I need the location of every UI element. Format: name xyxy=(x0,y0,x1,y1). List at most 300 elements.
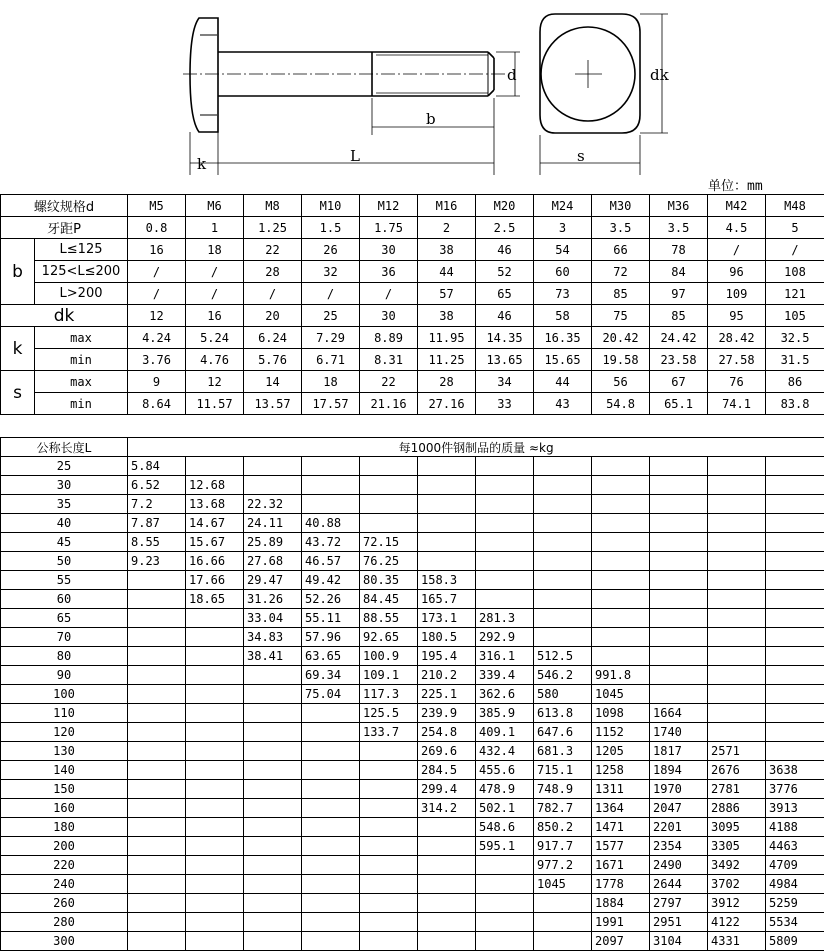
mass-cell: 580 xyxy=(534,685,592,704)
mass-cell: 681.3 xyxy=(534,742,592,761)
mass-cell xyxy=(534,514,592,533)
mass-cell xyxy=(592,552,650,571)
mass-cell xyxy=(418,552,476,571)
s-cell: 13.57 xyxy=(244,393,302,415)
pitch-cell: 2 xyxy=(418,217,476,239)
length-cell: 45 xyxy=(1,533,128,552)
size-cell: M5 xyxy=(128,195,186,217)
k-label: k xyxy=(1,327,35,371)
mass-cell xyxy=(128,628,186,647)
mass-cell xyxy=(244,856,302,875)
pitch-cell: 1 xyxy=(186,217,244,239)
mass-cell: 5534 xyxy=(766,913,824,932)
mass-cell: 80.35 xyxy=(360,571,418,590)
b-cell: 121 xyxy=(766,283,824,305)
mass-row xyxy=(1,856,824,875)
s-cell: 65.1 xyxy=(650,393,708,415)
mass-cell xyxy=(476,457,534,476)
mass-cell: 2797 xyxy=(650,894,708,913)
mass-cell xyxy=(244,457,302,476)
mass-cell xyxy=(766,514,824,533)
mass-cell: 63.65 xyxy=(302,647,360,666)
mass-cell xyxy=(708,514,766,533)
mass-cell xyxy=(592,457,650,476)
k-cell: 24.42 xyxy=(650,327,708,349)
mass-cell xyxy=(186,761,244,780)
s-cell: 21.16 xyxy=(360,393,418,415)
mass-cell: 17.66 xyxy=(186,571,244,590)
mass-cell: 133.7 xyxy=(360,723,418,742)
mass-cell: 1778 xyxy=(592,875,650,894)
mass-cell xyxy=(128,913,186,932)
mass-cell: 6.52 xyxy=(128,476,186,495)
b-cell: 96 xyxy=(708,261,766,283)
mass-cell xyxy=(302,818,360,837)
mass-cell xyxy=(476,495,534,514)
mass-table xyxy=(0,437,824,951)
mass-cell: 125.5 xyxy=(360,704,418,723)
mass-cell xyxy=(128,837,186,856)
dim-s-label: s xyxy=(577,147,585,165)
mass-cell xyxy=(128,894,186,913)
mass-row xyxy=(1,476,824,495)
mass-cell: 991.8 xyxy=(592,666,650,685)
k-cell: 7.29 xyxy=(302,327,360,349)
mass-cell xyxy=(708,590,766,609)
mass-cell xyxy=(418,818,476,837)
mass-cell: 29.47 xyxy=(244,571,302,590)
mass-cell xyxy=(360,932,418,951)
b-cell: / xyxy=(302,283,360,305)
mass-cell xyxy=(766,609,824,628)
s-cell: 74.1 xyxy=(708,393,766,415)
k-cell: 15.65 xyxy=(534,349,592,371)
mass-cell xyxy=(766,476,824,495)
mass-header-row xyxy=(1,438,824,457)
mass-cell: 1045 xyxy=(592,685,650,704)
mass-cell xyxy=(302,704,360,723)
mass-cell: 1817 xyxy=(650,742,708,761)
mass-cell: 281.3 xyxy=(476,609,534,628)
mass-cell: 24.11 xyxy=(244,514,302,533)
k-cell: 14.35 xyxy=(476,327,534,349)
mass-cell: 3492 xyxy=(708,856,766,875)
mass-cell: 75.04 xyxy=(302,685,360,704)
mass-cell xyxy=(244,894,302,913)
b-cell: 57 xyxy=(418,283,476,305)
mass-row xyxy=(1,894,824,913)
mass-cell xyxy=(534,533,592,552)
mass-cell: 27.68 xyxy=(244,552,302,571)
mass-cell xyxy=(766,457,824,476)
mass-cell: 917.7 xyxy=(534,837,592,856)
mass-cell xyxy=(650,571,708,590)
mass-cell xyxy=(708,628,766,647)
s-limit: min xyxy=(35,393,128,415)
mass-cell xyxy=(534,628,592,647)
size-cell: M24 xyxy=(534,195,592,217)
length-cell: 120 xyxy=(1,723,128,742)
mass-cell: 595.1 xyxy=(476,837,534,856)
k-cell: 32.5 xyxy=(766,327,824,349)
mass-row xyxy=(1,875,824,894)
mass-cell xyxy=(244,761,302,780)
mass-cell xyxy=(708,457,766,476)
dk-cell: 95 xyxy=(708,305,766,327)
mass-cell: 3104 xyxy=(650,932,708,951)
mass-cell xyxy=(476,894,534,913)
length-cell: 50 xyxy=(1,552,128,571)
mass-cell xyxy=(302,495,360,514)
mass-cell xyxy=(766,628,824,647)
mass-cell xyxy=(244,818,302,837)
mass-cell: 239.9 xyxy=(418,704,476,723)
k-cell: 11.25 xyxy=(418,349,476,371)
mass-row xyxy=(1,647,824,666)
k-cell: 6.24 xyxy=(244,327,302,349)
mass-cell: 1471 xyxy=(592,818,650,837)
mass-cell xyxy=(650,590,708,609)
dim-dk-label: dk xyxy=(650,66,669,84)
length-cell: 140 xyxy=(1,761,128,780)
mass-cell xyxy=(708,476,766,495)
mass-cell: 16.66 xyxy=(186,552,244,571)
b-cell: 78 xyxy=(650,239,708,261)
b-cell: 38 xyxy=(418,239,476,261)
mass-cell: 33.04 xyxy=(244,609,302,628)
mass-cell xyxy=(766,647,824,666)
mass-cell xyxy=(708,685,766,704)
mass-cell xyxy=(534,552,592,571)
mass-cell: 2781 xyxy=(708,780,766,799)
mass-cell: 1991 xyxy=(592,913,650,932)
mass-cell: 9.23 xyxy=(128,552,186,571)
mass-cell xyxy=(186,818,244,837)
unit-label: 单位：mm xyxy=(708,179,763,194)
mass-cell: 3638 xyxy=(766,761,824,780)
s-label: s xyxy=(1,371,35,415)
s-cell: 86 xyxy=(766,371,824,393)
b-cell: 108 xyxy=(766,261,824,283)
length-cell: 160 xyxy=(1,799,128,818)
mass-cell: 548.6 xyxy=(476,818,534,837)
mass-header: 每1000件钢制品的质量 ≈kg xyxy=(128,438,824,457)
mass-cell xyxy=(592,514,650,533)
s-cell: 34 xyxy=(476,371,534,393)
k-cell: 28.42 xyxy=(708,327,766,349)
mass-cell xyxy=(128,590,186,609)
mass-cell xyxy=(244,723,302,742)
mass-cell xyxy=(650,476,708,495)
mass-cell xyxy=(650,457,708,476)
mass-cell xyxy=(534,476,592,495)
mass-cell xyxy=(186,799,244,818)
b-cell: 22 xyxy=(244,239,302,261)
length-cell: 70 xyxy=(1,628,128,647)
mass-cell: 1152 xyxy=(592,723,650,742)
dk-cell: 105 xyxy=(766,305,824,327)
mass-cell: 3702 xyxy=(708,875,766,894)
mass-cell xyxy=(708,533,766,552)
mass-row xyxy=(1,533,824,552)
mass-row xyxy=(1,628,824,647)
mass-cell: 49.42 xyxy=(302,571,360,590)
s-cell: 11.57 xyxy=(186,393,244,415)
b-cell: 36 xyxy=(360,261,418,283)
mass-cell xyxy=(360,761,418,780)
mass-cell: 180.5 xyxy=(418,628,476,647)
b-cell: / xyxy=(128,261,186,283)
mass-cell xyxy=(302,894,360,913)
s-cell: 67 xyxy=(650,371,708,393)
mass-cell xyxy=(360,514,418,533)
dim-b-label: b xyxy=(426,110,436,128)
mass-cell: 299.4 xyxy=(418,780,476,799)
mass-cell: 15.67 xyxy=(186,533,244,552)
mass-cell: 165.7 xyxy=(418,590,476,609)
mass-row xyxy=(1,514,824,533)
mass-row xyxy=(1,685,824,704)
size-cell: M20 xyxy=(476,195,534,217)
s-cell: 9 xyxy=(128,371,186,393)
s-cell: 8.64 xyxy=(128,393,186,415)
dk-cell: 58 xyxy=(534,305,592,327)
mass-cell xyxy=(128,742,186,761)
mass-cell xyxy=(592,476,650,495)
mass-cell xyxy=(418,875,476,894)
b-cell: 32 xyxy=(302,261,360,283)
mass-cell: 782.7 xyxy=(534,799,592,818)
mass-cell xyxy=(186,894,244,913)
mass-cell xyxy=(418,476,476,495)
mass-cell xyxy=(708,647,766,666)
mass-cell xyxy=(244,704,302,723)
mass-cell xyxy=(592,647,650,666)
b-cell: 26 xyxy=(302,239,360,261)
s-cell: 12 xyxy=(186,371,244,393)
mass-cell xyxy=(128,704,186,723)
k-cell: 31.5 xyxy=(766,349,824,371)
mass-cell: 546.2 xyxy=(534,666,592,685)
dk-row xyxy=(1,305,824,327)
mass-row xyxy=(1,457,824,476)
pitch-cell: 1.75 xyxy=(360,217,418,239)
mass-row xyxy=(1,666,824,685)
size-cell: M12 xyxy=(360,195,418,217)
b-cell: 72 xyxy=(592,261,650,283)
length-cell: 65 xyxy=(1,609,128,628)
mass-cell: 2886 xyxy=(708,799,766,818)
mass-cell: 7.2 xyxy=(128,495,186,514)
length-cell: 80 xyxy=(1,647,128,666)
pitch-cell: 0.8 xyxy=(128,217,186,239)
s-cell: 54.8 xyxy=(592,393,650,415)
s-cell: 83.8 xyxy=(766,393,824,415)
b-cell: 65 xyxy=(476,283,534,305)
mass-cell: 1311 xyxy=(592,780,650,799)
dk-cell: 20 xyxy=(244,305,302,327)
mass-cell xyxy=(302,837,360,856)
mass-cell xyxy=(418,457,476,476)
b-condition: L>200 xyxy=(35,283,128,305)
size-cell: M48 xyxy=(766,195,824,217)
pitch-row xyxy=(1,217,824,239)
mass-cell: 1884 xyxy=(592,894,650,913)
mass-cell: 977.2 xyxy=(534,856,592,875)
size-cell: M6 xyxy=(186,195,244,217)
s-cell: 44 xyxy=(534,371,592,393)
mass-cell: 195.4 xyxy=(418,647,476,666)
pitch-cell: 2.5 xyxy=(476,217,534,239)
mass-cell xyxy=(418,837,476,856)
mass-cell: 1894 xyxy=(650,761,708,780)
mass-cell xyxy=(360,495,418,514)
b-cell: / xyxy=(708,239,766,261)
mass-cell: 2676 xyxy=(708,761,766,780)
b-cell: 109 xyxy=(708,283,766,305)
mass-row xyxy=(1,742,824,761)
mass-cell: 7.87 xyxy=(128,514,186,533)
mass-cell: 4463 xyxy=(766,837,824,856)
mass-cell: 455.6 xyxy=(476,761,534,780)
mass-cell: 314.2 xyxy=(418,799,476,818)
size-cell: M36 xyxy=(650,195,708,217)
b-cell: 46 xyxy=(476,239,534,261)
mass-cell: 5259 xyxy=(766,894,824,913)
length-cell: 150 xyxy=(1,780,128,799)
length-cell: 30 xyxy=(1,476,128,495)
mass-row xyxy=(1,723,824,742)
mass-cell xyxy=(128,685,186,704)
mass-cell xyxy=(128,609,186,628)
mass-cell xyxy=(244,837,302,856)
s-row xyxy=(1,371,824,393)
dk-cell: 16 xyxy=(186,305,244,327)
mass-cell: 284.5 xyxy=(418,761,476,780)
mass-cell: 22.32 xyxy=(244,495,302,514)
s-row xyxy=(1,393,824,415)
mass-cell: 88.55 xyxy=(360,609,418,628)
mass-cell xyxy=(650,533,708,552)
dk-label: dk xyxy=(1,305,128,327)
mass-cell: 409.1 xyxy=(476,723,534,742)
table-gap xyxy=(0,427,824,437)
mass-cell: 18.65 xyxy=(186,590,244,609)
mass-cell xyxy=(708,723,766,742)
s-cell: 14 xyxy=(244,371,302,393)
mass-cell xyxy=(708,704,766,723)
mass-cell xyxy=(244,875,302,894)
mass-cell xyxy=(186,628,244,647)
mass-cell: 5.84 xyxy=(128,457,186,476)
mass-cell xyxy=(766,704,824,723)
mass-row xyxy=(1,818,824,837)
mass-cell xyxy=(128,799,186,818)
mass-cell xyxy=(302,476,360,495)
size-cell: M16 xyxy=(418,195,476,217)
mass-row xyxy=(1,609,824,628)
mass-cell xyxy=(186,609,244,628)
mass-cell: 2490 xyxy=(650,856,708,875)
s-cell: 18 xyxy=(302,371,360,393)
mass-cell xyxy=(186,685,244,704)
mass-cell: 1664 xyxy=(650,704,708,723)
mass-cell xyxy=(766,685,824,704)
dk-cell: 85 xyxy=(650,305,708,327)
mass-cell: 1258 xyxy=(592,761,650,780)
mass-cell: 158.3 xyxy=(418,571,476,590)
spec-header-row xyxy=(1,195,824,217)
mass-cell xyxy=(186,647,244,666)
mass-cell xyxy=(534,571,592,590)
k-limit: min xyxy=(35,349,128,371)
mass-cell xyxy=(302,761,360,780)
mass-cell: 57.96 xyxy=(302,628,360,647)
dk-cell: 30 xyxy=(360,305,418,327)
mass-row xyxy=(1,837,824,856)
mass-cell xyxy=(244,476,302,495)
mass-cell: 25.89 xyxy=(244,533,302,552)
mass-cell xyxy=(418,913,476,932)
mass-cell xyxy=(534,609,592,628)
b-cell: 30 xyxy=(360,239,418,261)
size-cell: M10 xyxy=(302,195,360,217)
mass-cell: 715.1 xyxy=(534,761,592,780)
mass-cell: 84.45 xyxy=(360,590,418,609)
mass-cell xyxy=(302,913,360,932)
mass-cell: 385.9 xyxy=(476,704,534,723)
mass-cell: 502.1 xyxy=(476,799,534,818)
mass-cell xyxy=(418,932,476,951)
mass-cell xyxy=(708,571,766,590)
mass-cell: 72.15 xyxy=(360,533,418,552)
s-cell: 33 xyxy=(476,393,534,415)
mass-row xyxy=(1,761,824,780)
k-cell: 8.31 xyxy=(360,349,418,371)
k-cell: 19.58 xyxy=(592,349,650,371)
dk-cell: 12 xyxy=(128,305,186,327)
b-cell: 84 xyxy=(650,261,708,283)
mass-cell: 2571 xyxy=(708,742,766,761)
k-cell: 8.89 xyxy=(360,327,418,349)
mass-cell xyxy=(244,685,302,704)
b-cell: 97 xyxy=(650,283,708,305)
mass-cell xyxy=(534,932,592,951)
mass-cell: 2644 xyxy=(650,875,708,894)
mass-cell xyxy=(534,495,592,514)
mass-cell xyxy=(302,742,360,761)
mass-cell xyxy=(302,932,360,951)
k-cell: 13.65 xyxy=(476,349,534,371)
mass-cell xyxy=(186,837,244,856)
dim-k-label: k xyxy=(197,155,207,173)
mass-cell: 55.11 xyxy=(302,609,360,628)
length-cell: 90 xyxy=(1,666,128,685)
length-cell: 100 xyxy=(1,685,128,704)
mass-cell: 2951 xyxy=(650,913,708,932)
mass-cell xyxy=(186,875,244,894)
mass-cell xyxy=(360,837,418,856)
dk-cell: 46 xyxy=(476,305,534,327)
mass-cell xyxy=(534,457,592,476)
k-row xyxy=(1,349,824,371)
mass-cell xyxy=(244,913,302,932)
bolt-drawing xyxy=(0,0,824,175)
length-cell: 130 xyxy=(1,742,128,761)
mass-cell xyxy=(592,495,650,514)
mass-cell: 38.41 xyxy=(244,647,302,666)
mass-cell: 4984 xyxy=(766,875,824,894)
